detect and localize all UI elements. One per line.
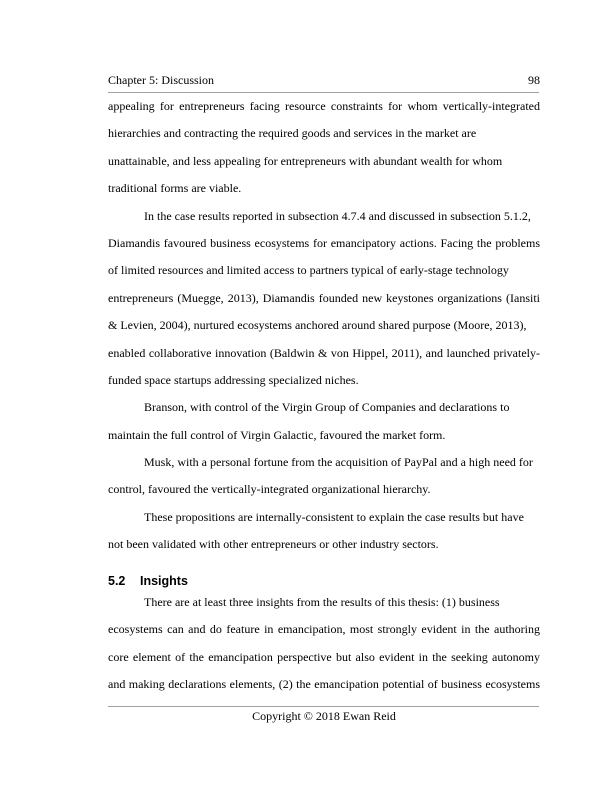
text-line: control, favoured the vertically-integrated organizational hierarchy. (108, 482, 431, 497)
chapter-title: Chapter 5: Discussion (108, 73, 214, 87)
body-text (108, 97, 540, 563)
section-body-text (108, 593, 540, 703)
text-line: core element of the emancipation perspective but also evident in the seeking autonomy (108, 649, 540, 664)
text-line: Musk, with a personal fortune from the acquisition of PayPal and a high need for (144, 455, 533, 470)
text-line: In the case results reported in subsection 4.7.4 and discussed in subsection 5.1.2, (144, 208, 531, 223)
header-divider (108, 92, 539, 93)
copyright-footer: Copyright © 2018 Ewan Reid (252, 709, 396, 723)
text-line: entrepreneurs (Muegge, 2013), Diamandis founded new keystones organizations (Iansiti (108, 290, 540, 305)
section-heading (108, 574, 188, 588)
text-line: not been validated with other entrepreneurs or other industry sectors. (108, 537, 439, 552)
section-number: 5.2 (108, 574, 126, 588)
section-title: Insights (140, 574, 188, 588)
page-number: 98 (528, 73, 540, 87)
text-line: funded space startups addressing specialized niches. (108, 372, 359, 387)
text-line: There are at least three insights from the results of this thesis: (1) business (144, 595, 500, 609)
text-line: and making declarations elements, (2) the emancipation potential of business ecosystems (108, 677, 540, 692)
text-line: of limited resources and limited access to partners typical of early-stage technology (108, 263, 509, 278)
text-line: hierarchies and contracting the required goods and services in the market are (108, 126, 477, 141)
text-line: Branson, with control of the Virgin Group of Companies and declarations to (144, 400, 510, 415)
text-line: ecosystems can and do feature in emancipation, most strongly evident in the authoring (108, 622, 540, 637)
text-line: maintain the full control of Virgin Galactic, favoured the market form. (108, 427, 446, 442)
text-line: enabled collaborative innovation (Baldwin & von Hippel, 2011), and launched privately- (108, 345, 540, 360)
footer-divider (108, 706, 539, 707)
text-line: These propositions are internally-consistent to explain the case results but have (144, 509, 524, 524)
text-line: unattainable, and less appealing for entrepreneurs with abundant wealth for whom (108, 153, 503, 168)
text-line: & Levien, 2004), nurtured ecosystems anchored around shared purpose (Moore, 2013), (108, 318, 527, 333)
text-line: Diamandis favoured business ecosystems for emancipatory actions. Facing the problems (108, 235, 540, 250)
text-line: appealing for entrepreneurs facing resource constraints for whom vertically-integrated (108, 99, 540, 113)
text-line: traditional forms are viable. (108, 181, 242, 196)
